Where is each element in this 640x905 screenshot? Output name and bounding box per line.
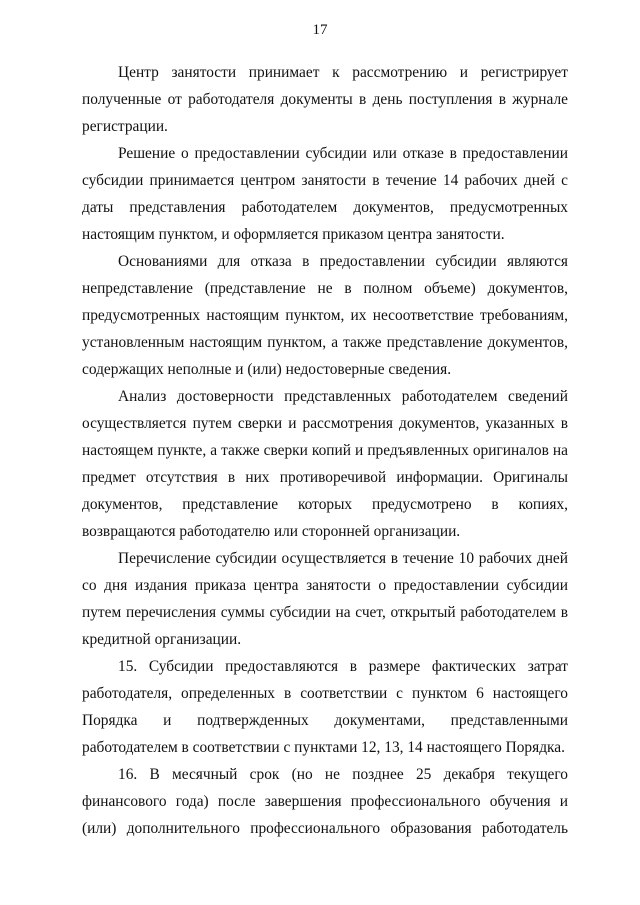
paragraph-item-15: 15. Субсидии предоставляются в размере фактических затрат работодателя, определенных в соответствии с пунктом 6 настоящего Порядка и подтвержденных документами, представленными работодателем в соответствии с пунктами 12, 13, 14 настоящего Порядка. (82, 658, 568, 756)
paragraph-decision: Решение о предоставлении субсидии или отказе в предоставлении субсидии принимается центром занятости в течение 14 рабочих дней с даты представления работодателем документов, предусмотренных настоящим пунктом, и оформляется приказом центра занятости. (82, 145, 568, 243)
paragraph-refusal-grounds: Основаниями для отказа в предоставлении субсидии являются непредставление (представление не в полном объеме) документов, предусмотренных настоящим пунктом, их несоответствие требованиям, установленным настоящим пунктом, а также представление документов, содержащих неполные и (или) недостоверные сведения. (82, 253, 568, 378)
page-number: 17 (312, 22, 328, 38)
paragraph-item-16: 16. В месячный срок (но не позднее 25 декабря текущего финансового года) после завершения профессионального обучения и (или) дополнительного профессионального образования работодатель (82, 766, 568, 837)
paragraph-registration: Центр занятости принимает к рассмотрению и регистрирует полученные от работодателя документы в день поступления в журнале регистрации. (82, 64, 568, 135)
document-body (82, 59, 568, 842)
paragraph-transfer: Перечисление субсидии осуществляется в течение 10 рабочих дней со дня издания приказа центра занятости о предоставлении субсидии путем перечисления суммы субсидии на счет, открытый работодателем в кредитной организации. (82, 550, 568, 648)
paragraph-verification: Анализ достоверности представленных работодателем сведений осуществляется путем сверки и рассмотрения документов, указанных в настоящем пункте, а также сверки копий и предъявленных оригиналов на предмет отсутствия в них противоречивой информации. Оригиналы документов, представление которых предусмотрено в копиях, возвращаются работодателю или сторонней организации. (82, 388, 568, 540)
